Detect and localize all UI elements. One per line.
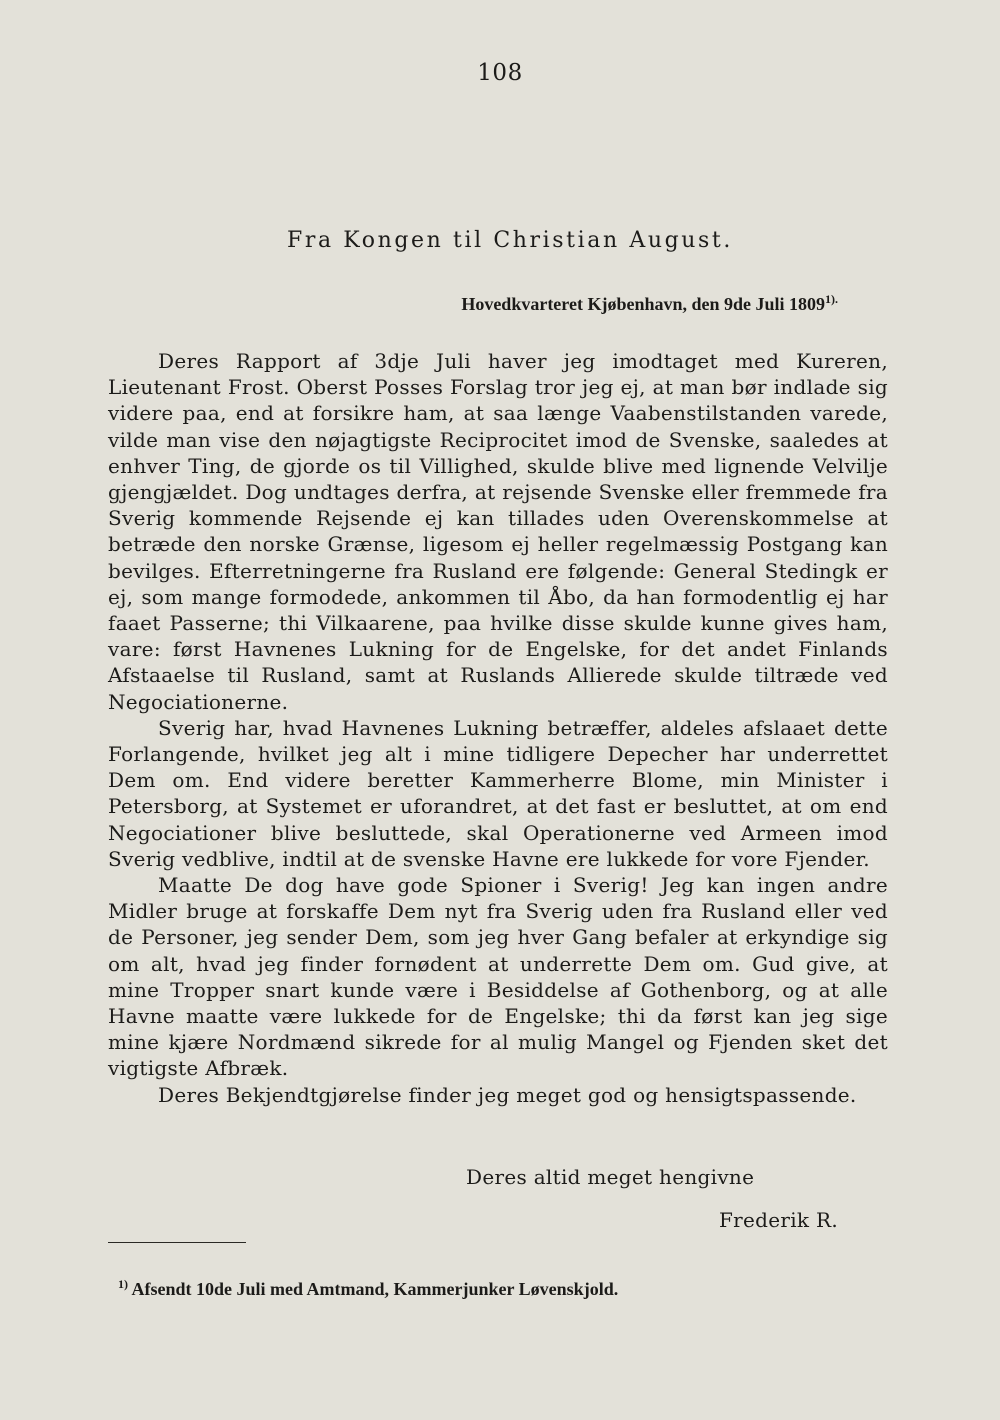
letter-body: [108, 348, 888, 1108]
paragraph: Maatte De dog have gode Spioner i Sverig! Jeg kan ingen andre Midler bruge at forskaffe Dem nyt fra Sverig uden fra Rusland eller ved de Personer, jeg sender Dem, som jeg hver Gang befaler at erkyndige sig om alt, hvad jeg finder fornødent at underrette Dem om. Gud give, at mine Tropper snart kunde være i Besiddelse af Gothenborg, og at alle Havne maatte være lukkede for de Engelske; thi da først kan jeg sige mine kjære Nordmænd sikrede for al mulig Mangel og Fjenden sket det vigtigste Afbræk.: [108, 873, 888, 1081]
signature: Frederik R.: [718, 1208, 838, 1232]
paragraph: Sverig har, hvad Havnenes Lukning betræffer, aldeles afslaaet dette Forlangende, hvilket jeg alt i mine tidligere Depecher har underrettet Dem om. End videre beretter Kammerherre Blome, min Minister i Petersborg, at Systemet er uforandret, at det fast er besluttet, at om end Negociationer blive besluttede, skal Operationerne ved Armeen imod Sverig vedblive, indtil at de svenske Havne ere lukkede for vore Fjender.: [108, 715, 888, 871]
paragraph: Deres Bekjendtgjørelse finder jeg meget god og hensigtspassende.: [158, 1082, 857, 1107]
dateline-text: Hovedkvarteret Kjøbenhavn, den 9de Juli 1809: [461, 294, 825, 314]
closing-salutation: Deres altid meget hengivne: [466, 1165, 755, 1189]
letter-title: Fra Kongen til Christian August.: [287, 228, 733, 253]
footnote-text: Afsendt 10de Juli med Amtmand, Kammerjunker Løvenskjold.: [128, 1279, 619, 1299]
footnote-divider: [108, 1242, 246, 1243]
footnote: [118, 1277, 618, 1300]
page-number: 108: [477, 60, 523, 86]
paragraph: Deres Rapport af 3dje Juli haver jeg imodtaget med Kureren, Lieutenant Frost. Oberst Posses Forslag tror jeg ej, at man bør indlade sig videre paa, end at forsikre ham, at saa længe Vaabenstilstanden varede, vilde man vise den nøjagtigste Reciprocitet imod de Svenske, saaledes at enhver Ting, de gjorde os til Villighed, skulde blive med lignende Velvilje gjengjældet. Dog undtages derfra, at rejsende Svenske eller fremmede fra Sverig kommende Rejsende ej kan tillades uden Overenskommelse at betræde den norske Grænse, ligesom ej heller regelmæssig Postgang kan bevilges. Efterretningerne fra Rusland ere følgende: General Stedingk er ej, som mange formodede, ankommen til Åbo, da han formodentlig ej har faaet Passerne; thi Vilkaarene, paa hvilke disse skulde kunne gives ham, vare: først Havnenes Lukning for de Engelske, for det andet Finlands Afstaaelse til Rusland, samt at Ruslands Allierede skulde tiltræde ved Negociationerne.: [108, 349, 888, 714]
footnote-marker: 1): [118, 1277, 128, 1291]
footnote-reference: 1).: [825, 292, 838, 306]
dateline: [461, 292, 838, 315]
